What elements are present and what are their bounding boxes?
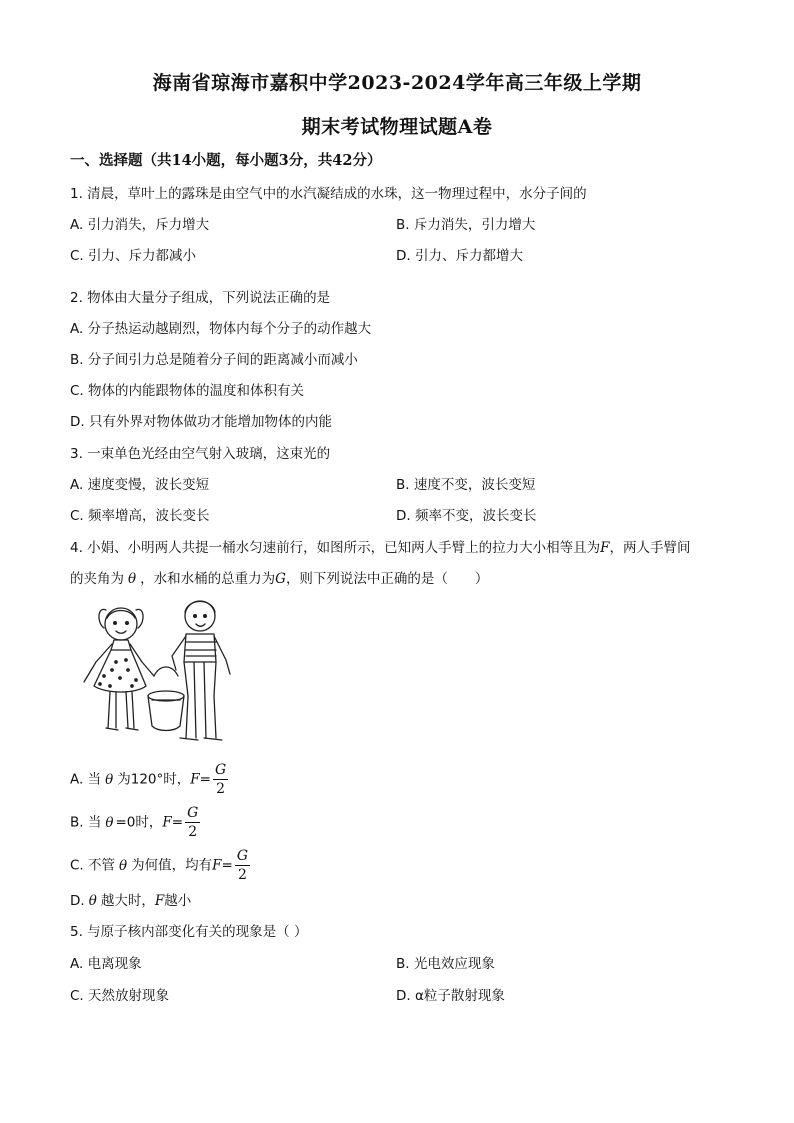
equals-sign: = (221, 857, 233, 874)
fraction-g-over-2 (185, 806, 200, 839)
option-condition: 为何值，均有 (131, 857, 213, 874)
question-4-option-d (70, 889, 191, 909)
question-4-stem-line1 (70, 536, 691, 556)
question-5-option-c: C. 天然放射现象 (70, 988, 170, 1004)
theta-symbol: θ (105, 771, 114, 788)
equals-sign: = (199, 771, 211, 788)
question-3-option-c: C. 频率增高，波长变长 (70, 508, 210, 524)
option-prefix: B. 当 (70, 814, 102, 831)
force-symbol: F (154, 893, 165, 909)
question-2-option-d: D. 只有外界对物体做功才能增加物体的内能 (70, 414, 332, 430)
fraction-denominator: 2 (188, 824, 198, 840)
option-condition: =0时， (115, 814, 163, 831)
question-1-option-c: C. 引力、斥力都减小 (70, 248, 197, 264)
fraction-denominator: 2 (237, 867, 247, 883)
force-symbol: F (190, 771, 200, 788)
exam-title-line2: 期末考试物理试题A卷 (301, 116, 493, 138)
question-4-stem-text: ，水和水桶的总重力为 (140, 571, 276, 587)
force-symbol: F (162, 814, 172, 831)
question-5-option-b: B. 光电效应现象 (396, 956, 495, 972)
fraction-g-over-2 (213, 763, 228, 796)
question-4-option-b (70, 806, 200, 839)
fraction-numerator: G (214, 762, 227, 778)
question-4-stem-text: 的夹角为 (70, 571, 124, 587)
question-3-option-d: D. 频率不变，波长变长 (396, 508, 537, 524)
option-condition: 为120°时， (117, 771, 191, 788)
theta-symbol: θ (119, 857, 128, 874)
bucket-drawing (148, 667, 184, 731)
option-prefix: D. (70, 893, 85, 909)
question-5-stem: 5. 与原子核内部变化有关的现象是（ ） (70, 924, 308, 940)
question-4-option-a (70, 763, 228, 796)
fraction-denominator: 2 (216, 781, 225, 797)
option-prefix: C. 不管 (70, 857, 116, 874)
question-1-option-d: D. 引力、斥力都增大 (396, 248, 523, 264)
fraction-numerator: G (236, 848, 249, 864)
equals-sign: = (171, 814, 184, 831)
question-2-stem: 2. 物体由大量分子组成，下列说法正确的是 (70, 290, 331, 306)
question-4-stem-text-end: ，两人手臂间 (609, 540, 691, 556)
question-1-option-a: A. 引力消失，斥力增大 (70, 217, 210, 233)
option-conclusion: 越小 (164, 893, 192, 909)
force-symbol: F (212, 857, 222, 874)
question-2-option-b: B. 分子间引力总是随着分子间的距离减小而减小 (70, 352, 358, 368)
theta-symbol: θ (128, 571, 137, 587)
fraction-numerator: G (187, 805, 199, 821)
girl-drawing (84, 608, 154, 730)
question-2-option-a: A. 分子热运动越剧烈，物体内每个分子的动作越大 (70, 321, 372, 337)
question-3-stem: 3. 一束单色光经由空气射入玻璃，这束光的 (70, 446, 331, 462)
option-prefix: A. 当 (70, 771, 102, 788)
question-4-option-c (70, 849, 250, 882)
question-3-option-b: B. 速度不变，波长变短 (396, 477, 536, 493)
gravity-symbol: G (275, 571, 286, 587)
option-condition: 越大时， (100, 893, 155, 909)
question-4-stem-text: ，则下列说法中正确的是（ ） (285, 571, 489, 587)
exam-title-line1: 海南省琼海市嘉积中学2023-2024学年高三年级上学期 (152, 72, 642, 94)
question-5-option-a: A. 电离现象 (70, 956, 142, 972)
question-4-stem-line2 (70, 567, 488, 587)
section-heading: 一、选择题（共14小题，每小题3分，共42分） (70, 152, 382, 169)
question-5-option-d: D. α粒子散射现象 (396, 988, 505, 1004)
question-1-option-b: B. 斥力消失，引力增大 (396, 217, 536, 233)
theta-symbol: θ (105, 814, 114, 831)
force-symbol: F (600, 540, 610, 556)
theta-symbol: θ (88, 893, 97, 909)
question-3-option-a: A. 速度变慢，波长变短 (70, 477, 210, 493)
question-2-option-c: C. 物体的内能跟物体的温度和体积有关 (70, 383, 305, 399)
children-carrying-bucket-figure (76, 598, 236, 748)
fraction-g-over-2 (235, 849, 250, 882)
question-4-stem-text: 4. 小娟、小明两人共提一桶水匀速前行，如图所示，已知两人手臂上的拉力大小相等且为 (70, 540, 601, 556)
question-1-stem: 1. 清晨，草叶上的露珠是由空气中的水汽凝结成的水珠，这一物理过程中，水分子间的 (70, 186, 587, 202)
